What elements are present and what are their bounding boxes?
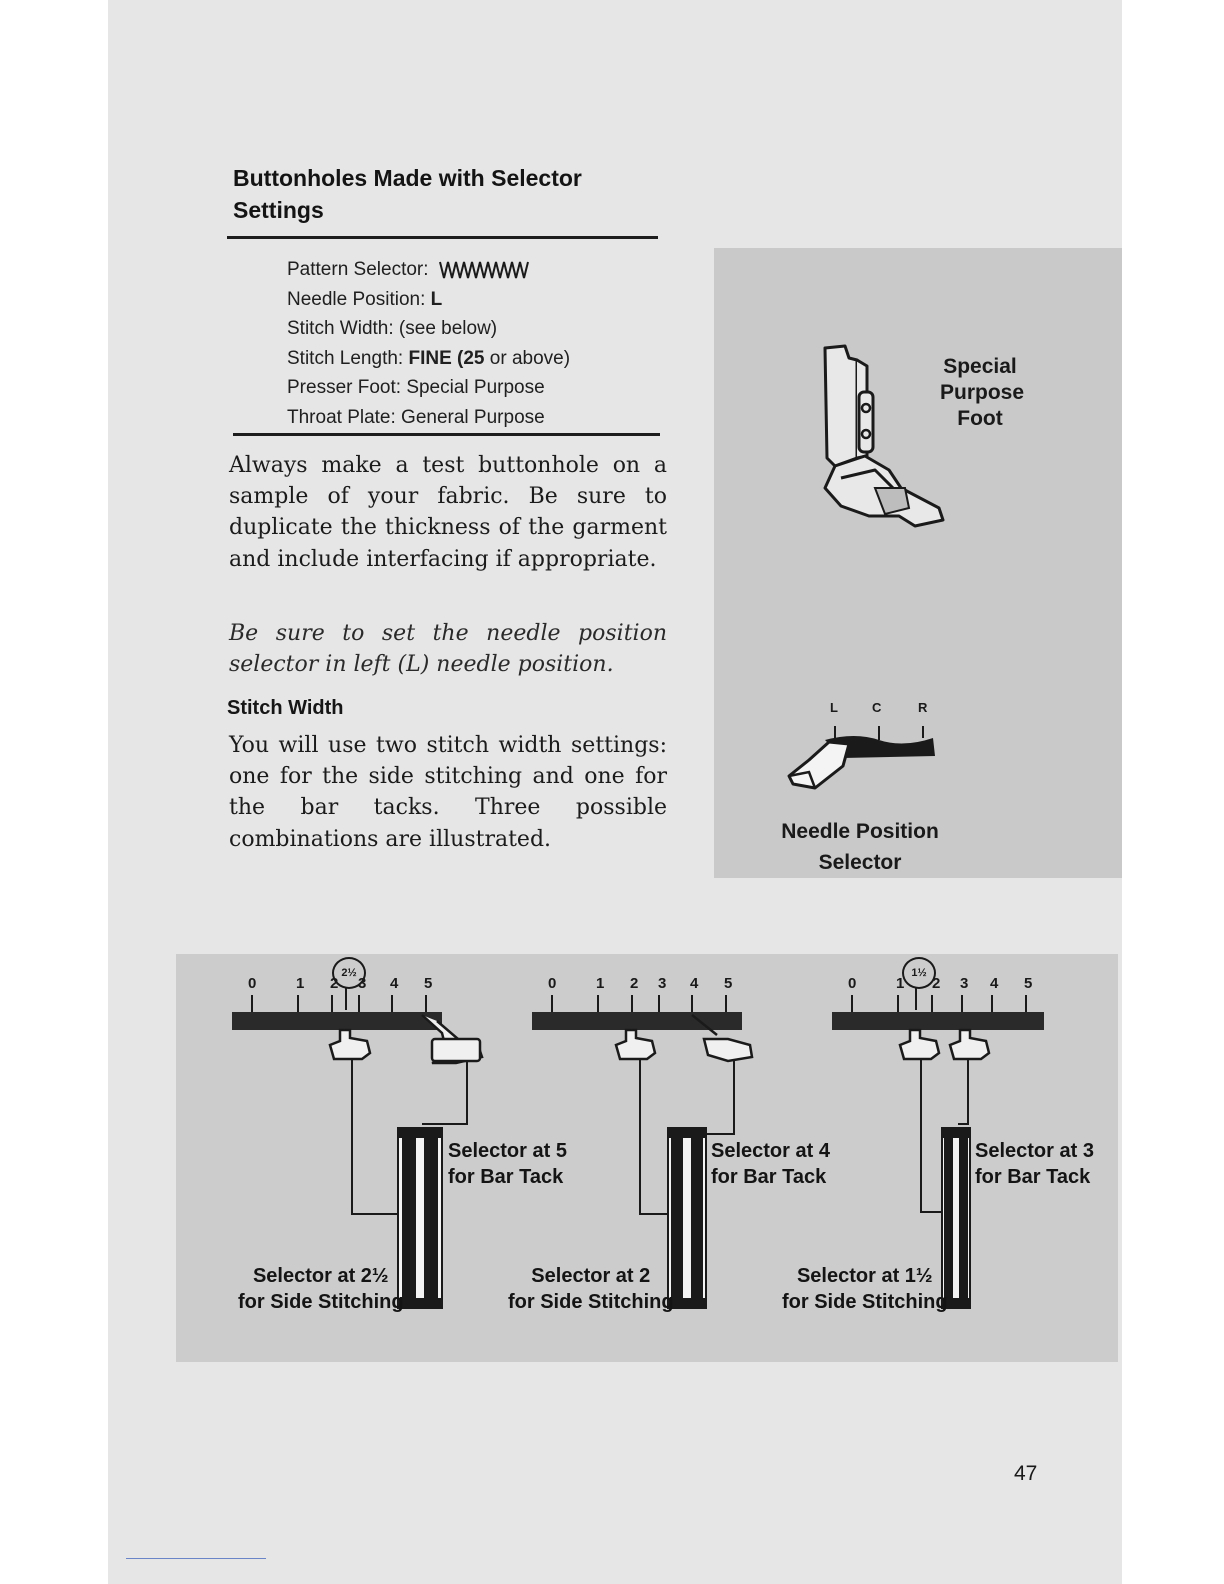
needle-note: Be sure to set the needle position selector in left (L) needle position. [229,621,667,678]
setting-needle-position: Needle Position: L [287,288,443,310]
settings-list [287,255,667,432]
page-number: 47 [1014,1462,1038,1485]
heading-line-1: Buttonholes Made with Selector [233,165,582,191]
caption-side-2: Selector at 2 for Side Stitching [508,1265,674,1313]
stitch-width-heading: Stitch Width [227,697,344,719]
edge-line [126,1558,266,1559]
dial-graphic-3 [832,955,1092,1075]
foot-label: Special Purpose Foot [940,355,1025,430]
needle-label: Needle Position Selector [781,820,939,874]
dial-diagram-2 [532,955,792,1075]
dial-1-circle: 2½ [332,957,366,989]
stitch-width-paragraph: You will use two stitch width settings: one for the side stitching and one for the bar tacks. Three possible combinations are illustrated. [229,733,667,852]
setting-stitch-width: Stitch Width: (see below) [287,318,498,339]
top-rule [227,236,658,239]
bottom-rule [233,433,660,436]
dial-diagram-3 [832,955,1092,1075]
caption-side-3: Selector at 1½ for Side Stitching [782,1265,948,1313]
caption-bar-tack-3: Selector at 3 for Bar Tack [975,1140,1094,1188]
dial-3-circle: 1½ [902,957,936,989]
needle-pos-l: L [830,700,838,715]
needle-selector-illustration [785,718,940,798]
setting-stitch-length: Stitch Length: FINE (25 or above) [287,347,571,369]
presser-foot-illustration [805,338,955,538]
intro-paragraph: Always make a test buttonhole on a sample of your fabric. Be sure to duplicate the thickness of the garment and include interfacing if appropriate. [229,453,667,572]
caption-side-1: Selector at 2½ for Side Stitching [238,1265,404,1313]
caption-bar-tack-2: Selector at 4 for Bar Tack [711,1140,830,1188]
setting-pattern-selector: Pattern Selector: [287,255,667,285]
dial-graphic-2 [532,955,792,1075]
section-heading [233,162,653,226]
needle-pos-r: R [918,700,928,715]
zigzag-stitch-icon [438,259,530,281]
setting-presser-foot: Presser Foot: Special Purpose [287,377,545,398]
caption-bar-tack-1: Selector at 5 for Bar Tack [448,1140,567,1188]
needle-pos-c: C [872,700,882,715]
setting-throat-plate: Throat Plate: General Purpose [287,406,545,428]
heading-line-2: Settings [233,197,324,223]
dial-diagram-1 [232,955,492,1075]
